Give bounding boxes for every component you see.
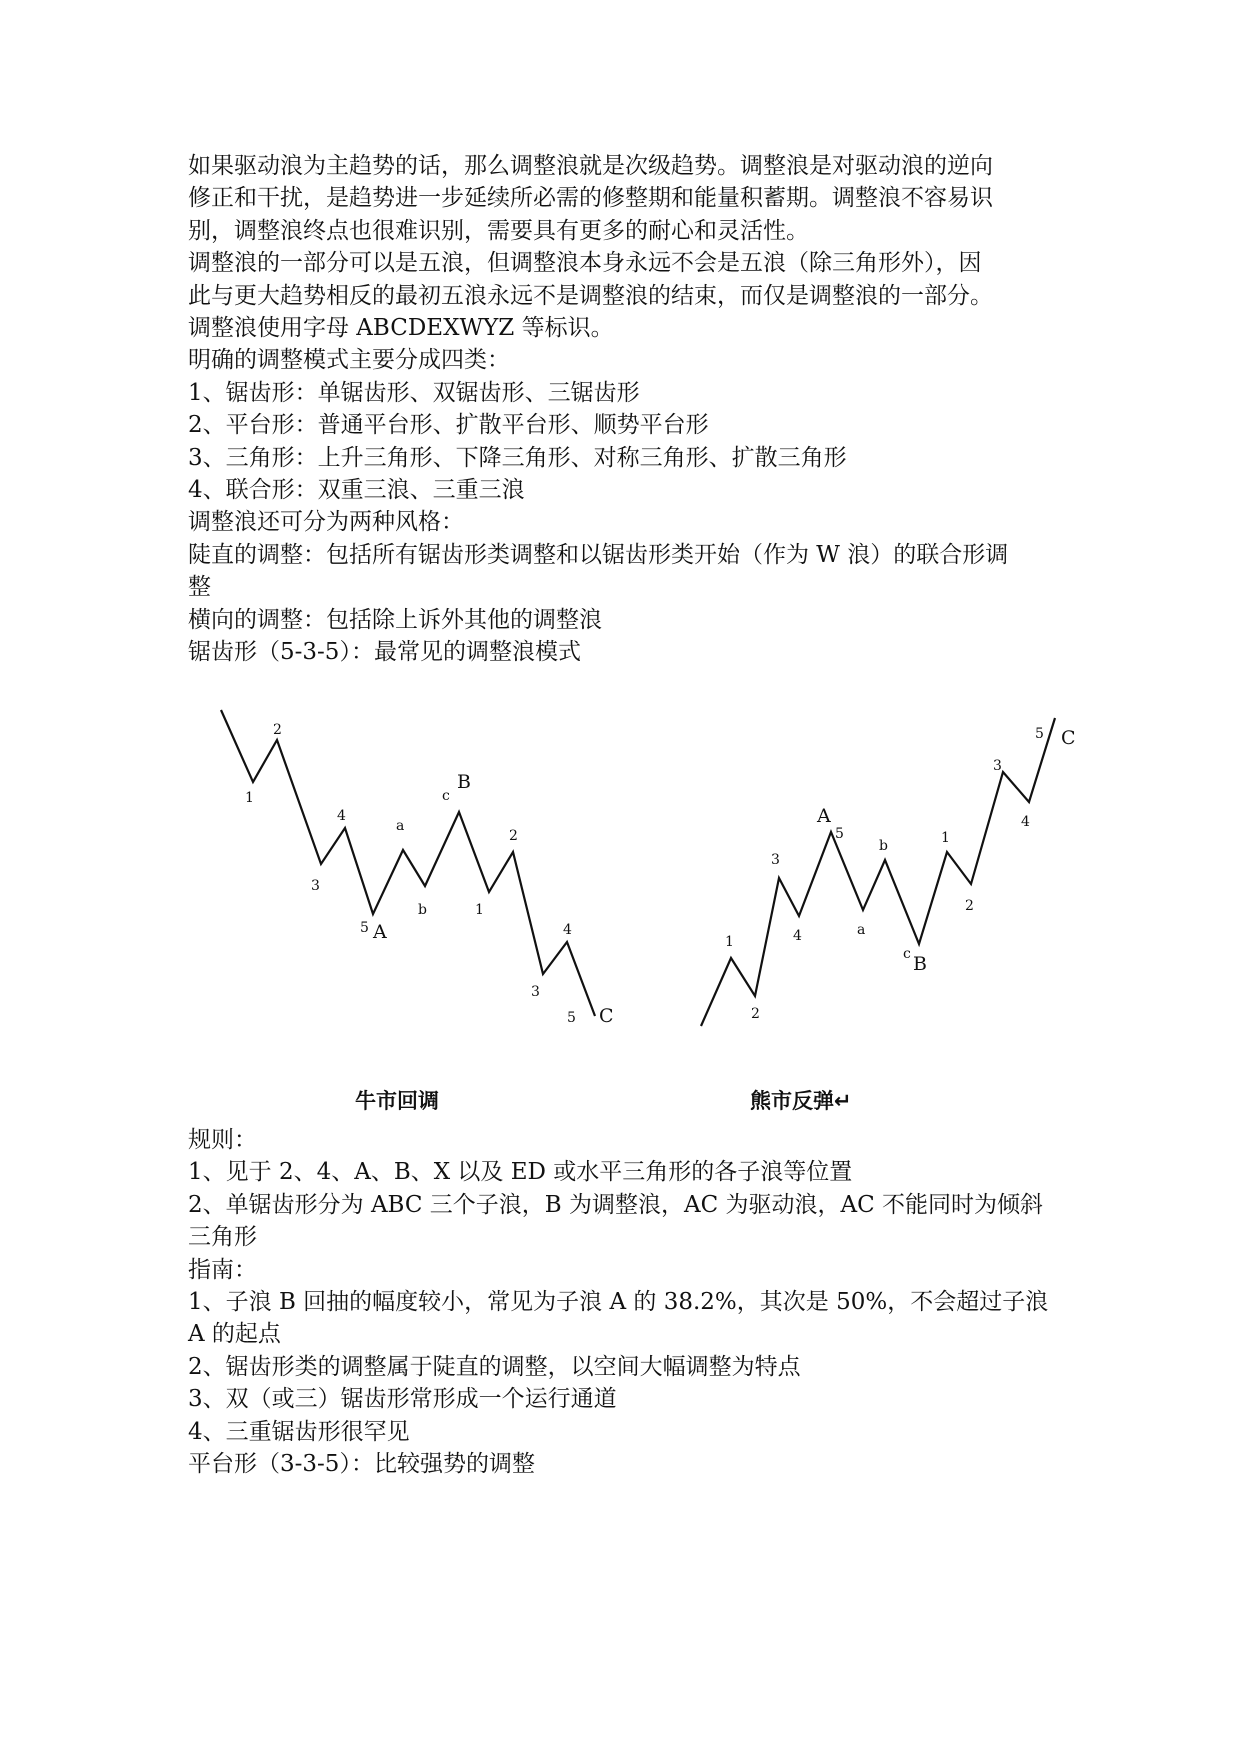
- zigzag-wave-figure: [195, 700, 1180, 1120]
- paragraph-line: 调整浪还可分为两种风格：: [188, 509, 464, 536]
- wave-label: 4: [337, 808, 346, 824]
- wave-label: 4: [563, 922, 572, 938]
- wave-label: 3: [531, 984, 540, 1000]
- list-item: A 的起点: [188, 1321, 281, 1348]
- wave-label: 2: [509, 828, 518, 844]
- bear-wave-labels: [725, 726, 1076, 1022]
- paragraph-line: 明确的调整模式主要分成四类：: [188, 347, 510, 374]
- bear-rally-caption: 熊市反弹↵: [750, 1089, 852, 1113]
- paragraph-line: 横向的调整：包括除上诉外其他的调整浪: [188, 606, 602, 633]
- wave-label: 1: [941, 830, 950, 846]
- wave-label: 1: [245, 790, 254, 806]
- list-item: 4、三重锯齿形很罕见: [188, 1418, 410, 1445]
- list-item: 2、锯齿形类的调整属于陡直的调整，以空间大幅调整为特点: [188, 1353, 801, 1380]
- wave-label: C: [599, 1005, 614, 1027]
- wave-label: a: [857, 922, 866, 938]
- list-item: 3、双（或三）锯齿形常形成一个运行通道: [188, 1386, 617, 1413]
- section-heading: 平台形（3-3-5）：比较强势的调整: [188, 1451, 535, 1478]
- wave-label: 2: [965, 898, 974, 914]
- wave-label: 5: [567, 1010, 576, 1026]
- wave-label: 1: [475, 902, 484, 918]
- wave-label: 5: [1035, 726, 1044, 742]
- paragraph-line: 调整浪使用字母 ABCDEXWYZ 等标识。: [188, 315, 614, 342]
- intro-text-block: [188, 150, 1068, 669]
- rules-text-block: [188, 1124, 1068, 1480]
- wave-label: 2: [273, 722, 282, 738]
- paragraph-line: 此与更大趋势相反的最初五浪永远不是调整浪的结束，而仅是调整浪的一部分。: [188, 282, 993, 309]
- wave-label: C: [1061, 727, 1076, 749]
- paragraph-line: 如果驱动浪为主趋势的话，那么调整浪就是次级趋势。调整浪是对驱动浪的逆向: [188, 153, 993, 179]
- section-heading: 规则：: [188, 1127, 257, 1153]
- list-item: 3、三角形：上升三角形、下降三角形、对称三角形、扩散三角形: [188, 444, 847, 471]
- bull-pullback-caption: 牛市回调: [355, 1089, 439, 1113]
- wave-label: 1: [725, 934, 734, 950]
- wave-label: a: [396, 818, 405, 834]
- list-item: 4、联合形：双重三浪、三重三浪: [188, 477, 525, 504]
- wave-label: 5: [835, 826, 844, 842]
- list-item: 1、锯齿形：单锯齿形、双锯齿形、三锯齿形: [188, 379, 640, 406]
- wave-label: b: [418, 902, 427, 918]
- wave-label: 2: [751, 1006, 760, 1022]
- wave-label: 4: [1021, 814, 1030, 830]
- wave-diagram: [195, 700, 1180, 1120]
- wave-label: A: [817, 805, 831, 827]
- list-item: 1、子浪 B 回抽的幅度较小，常见为子浪 A 的 38.2%，其次是 50%，不会超过子浪: [188, 1289, 1049, 1316]
- section-heading: 指南：: [188, 1256, 257, 1283]
- wave-label: 3: [771, 852, 780, 868]
- wave-label: A: [373, 921, 387, 943]
- wave-label: c: [442, 788, 450, 804]
- paragraph-line: 整: [188, 574, 211, 601]
- list-item: 2、单锯齿形分为 ABC 三个子浪，B 为调整浪，AC 为驱动浪，AC 不能同时为倾斜: [188, 1191, 1044, 1218]
- wave-label: B: [457, 771, 471, 793]
- wave-label: B: [913, 953, 927, 975]
- wave-label: 5: [360, 920, 369, 936]
- list-item: 三角形: [188, 1224, 257, 1251]
- list-item: 2、平台形：普通平台形、扩散平台形、顺势平台形: [188, 412, 709, 439]
- bull-pullback-wave-line: [221, 710, 595, 1016]
- wave-label: 4: [793, 928, 802, 944]
- wave-label: b: [879, 838, 888, 854]
- wave-label: c: [903, 946, 911, 962]
- wave-label: 3: [993, 758, 1002, 774]
- paragraph-line: 修正和干扰，是趋势进一步延续所必需的修整期和能量积蓄期。调整浪不容易识: [188, 185, 993, 212]
- list-item: 1、见于 2、4、A、B、X 以及 ED 或水平三角形的各子浪等位置: [188, 1159, 853, 1186]
- section-heading: 锯齿形（5-3-5）：最常见的调整浪模式: [188, 639, 581, 666]
- paragraph-line: 别，调整浪终点也很难识别，需要具有更多的耐心和灵活性。: [188, 217, 809, 244]
- paragraph-line: 陡直的调整：包括所有锯齿形类调整和以锯齿形类开始（作为 W 浪）的联合形调: [188, 541, 1009, 568]
- wave-label: 3: [311, 878, 320, 894]
- paragraph-line: 调整浪的一部分可以是五浪，但调整浪本身永远不会是五浪（除三角形外），因: [188, 250, 982, 277]
